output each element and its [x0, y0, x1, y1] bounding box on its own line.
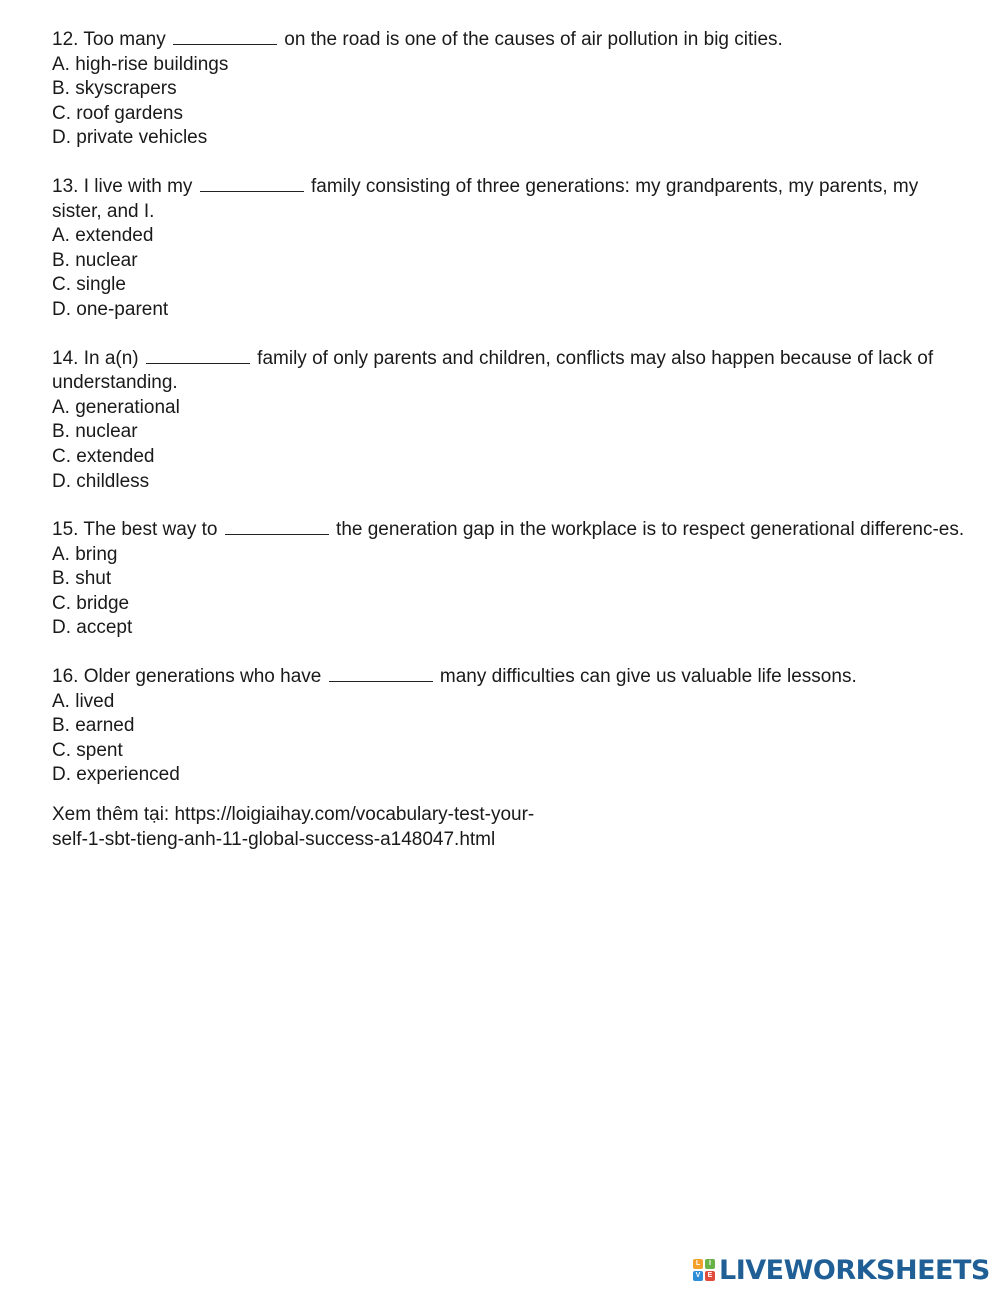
option-c[interactable]: C. spent: [52, 739, 123, 761]
question-stem-before: 14. In a(n): [52, 347, 139, 369]
option-b[interactable]: B. nuclear: [52, 249, 138, 271]
source-link[interactable]: [52, 802, 612, 852]
question-stem-after: on the road is one of the causes of air pollution in big cities.: [284, 29, 783, 50]
option-b[interactable]: B. skyscrapers: [52, 78, 177, 100]
option-d[interactable]: D. one-parent: [52, 298, 169, 320]
answer-blank[interactable]: [200, 176, 304, 192]
liveworksheets-logo-icon: L I V E: [693, 1259, 715, 1281]
question-stem-before: 16. Older generations who have: [52, 666, 322, 688]
option-b[interactable]: B. nuclear: [52, 421, 138, 443]
option-a[interactable]: A. bring: [52, 543, 118, 565]
option-a[interactable]: A. generational: [52, 396, 180, 418]
option-c[interactable]: C. single: [52, 274, 126, 296]
question-stem-before: 12. Too many: [52, 29, 166, 50]
option-d[interactable]: D. experienced: [52, 764, 180, 786]
option-b[interactable]: B. shut: [52, 568, 112, 590]
question-stem-after: many difficulties can give us valuable life lessons.: [439, 666, 857, 688]
option-c[interactable]: C. bridge: [52, 592, 130, 614]
question-stem-before: 13. I live with my: [52, 175, 193, 197]
question-14: [52, 347, 972, 495]
worksheet-content: [52, 28, 972, 812]
option-a[interactable]: A. high-rise buildings: [52, 53, 229, 75]
source-line-2: self-1-sbt-tieng-anh-11-global-success-a148047.html: [52, 829, 496, 850]
answer-blank[interactable]: [225, 519, 329, 535]
question-stem-before: 15. The best way to: [52, 519, 218, 541]
question-13: [52, 175, 972, 323]
question-16: [52, 665, 972, 788]
answer-blank[interactable]: [329, 666, 433, 682]
option-b[interactable]: B. earned: [52, 715, 135, 737]
question-15: [52, 518, 972, 641]
option-c[interactable]: C. extended: [52, 445, 155, 467]
question-stem-after: family of only parents and children, conflicts may also happen because of lack of understanding.: [52, 347, 939, 394]
option-d[interactable]: D. private vehicles: [52, 127, 208, 149]
option-d[interactable]: D. childless: [52, 470, 150, 492]
answer-blank[interactable]: [146, 348, 250, 364]
option-c[interactable]: C. roof gardens: [52, 102, 183, 124]
liveworksheets-logo: [693, 1256, 990, 1284]
question-12: [52, 28, 972, 151]
logo-text: LIVEWORKSHEETS: [719, 1254, 990, 1286]
option-a[interactable]: A. lived: [52, 690, 115, 712]
option-d[interactable]: D. accept: [52, 617, 133, 639]
question-stem-after: the generation gap in the workplace is to respect generational differenc-es.: [336, 519, 965, 541]
question-stem-after: family consisting of three generations: my grandparents, my parents, my sister, and I.: [52, 175, 924, 222]
source-line-1: Xem thêm tại: https://loigiaihay.com/vocabulary-test-your-: [52, 804, 535, 825]
option-a[interactable]: A. extended: [52, 225, 154, 247]
answer-blank[interactable]: [173, 29, 277, 45]
